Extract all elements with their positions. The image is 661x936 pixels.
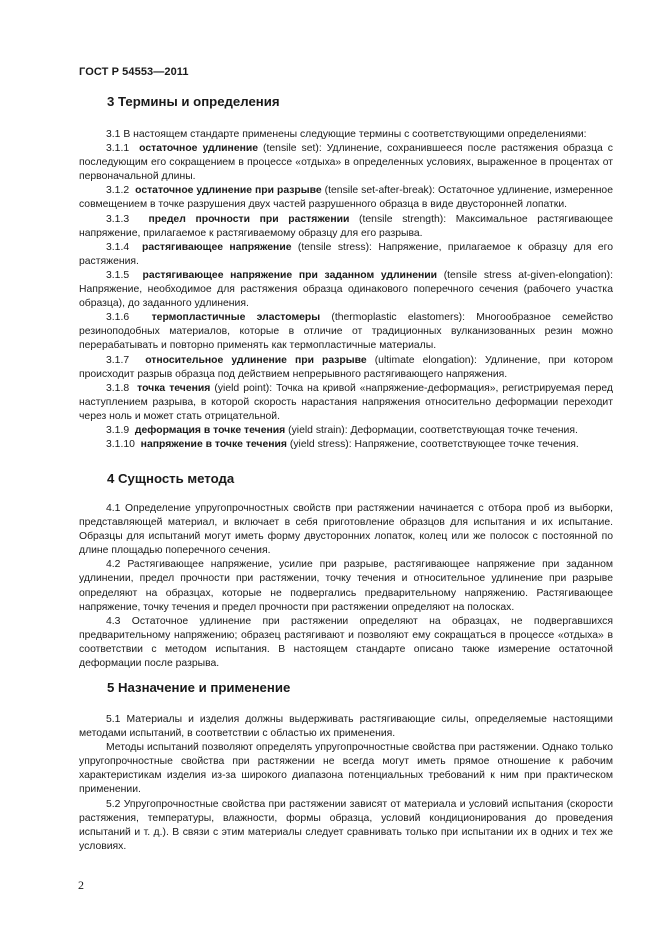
term-definition: (yield point): Точка на кривой «напряжение-деформация», регистрируемая перед наступлением разрыва, в которой скорость нарастания напряжения относительно деформации переходит через ноль и может стать отрицательной.	[79, 382, 613, 422]
term-3-1-7	[79, 354, 613, 382]
term-number: 3.1.4	[106, 241, 130, 253]
term-definition: (yield stress): Напряжение, соответствующее точке течения.	[286, 439, 579, 451]
paragraph-4-3: 4.3 Остаточное удлинение при растяжении определяют на образцах, не подвергавшихся предварительному напряжению; образец растягивают и позволяют ему сокращаться в процессе «отдыха» в соответствии с методом испытания. В настоящем стандарте описано также измерение остаточной деформации после разрыва.	[79, 615, 613, 670]
section-3-body	[79, 128, 613, 452]
term-number: 3.1.7	[106, 354, 130, 366]
term-name: напряжение в точке течения	[140, 439, 287, 451]
term-name: точка течения	[137, 382, 211, 394]
term-number: 3.1.6	[106, 312, 130, 324]
term-number: 3.1.1	[106, 143, 130, 155]
term-number: 3.1.5	[106, 269, 130, 281]
section-5-body	[79, 713, 613, 854]
term-definition: (tensile strength): Максимальное растягивающее напряжение, прилагаемое к растягиваемому образцу для его разрыва.	[79, 213, 613, 239]
term-name: деформация в точке течения	[134, 424, 286, 436]
paragraph-5-2: 5.2 Упругопрочностные свойства при растяжении зависят от материала и условий испытания (скорости растяжения, температуры, влажности, формы образца, условий кондиционирования до проведения испытаний и т. д.). В связи с этим материалы следует сравнивать только при испытании их в одних и тех же условиях.	[79, 798, 613, 852]
term-3-1-10	[79, 438, 613, 452]
term-name: предел прочности при растяжении	[148, 213, 350, 225]
term-3-1-1	[79, 142, 613, 184]
term-3-1-5	[79, 269, 613, 311]
term-name: растягивающее напряжение при заданном удлинении	[142, 269, 438, 281]
term-definition: (tensile set-after-break): Остаточное удлинение, измеренное совмещением в точке разрушения двух частей разрушенного образца в виде двусторонней лопатки.	[79, 185, 613, 211]
term-3-1-8	[79, 382, 613, 424]
term-name: остаточное удлинение при разрыве	[135, 185, 322, 197]
term-3-1-4	[79, 241, 613, 269]
paragraph-3-1: 3.1 В настоящем стандарте применены следующие термины с соответствующими определениями:	[106, 129, 587, 140]
standard-code: ГОСТ Р 54553—2011	[79, 66, 189, 78]
term-name: термопластичные эластомеры	[151, 312, 321, 324]
section-4-heading: 4 Сущность метода	[107, 471, 235, 486]
term-number: 3.1.8	[106, 382, 130, 394]
term-3-1-9	[79, 424, 613, 438]
term-number: 3.1.9	[106, 424, 130, 436]
term-3-1-6	[79, 311, 613, 353]
paragraph-4-2: 4.2 Растягивающее напряжение, усилие при разрыве, растягивающее напряжение при заданном удлинении, предел прочности при растяжении, точку течения и относительное удлинение при разрыве определяют на образцах, которые не подвергались предварительному напряжению. Растягивающее напряжение, точку течения и предел прочности при растяжении определяют на полосках.	[79, 559, 613, 613]
term-number: 3.1.3	[106, 213, 130, 225]
term-definition: (ultimate elongation): Удлинение, при котором происходит разрыв образца под действием непрерывного растягивающего напряжения.	[79, 354, 613, 380]
paragraph-5-1: 5.1 Материалы и изделия должны выдерживать растягивающие силы, определяемые настоящими методами испытаний, в соответствии с областью их применения.	[79, 714, 613, 740]
term-definition: (thermoplastic elastomers): Многообразное семейство резиноподобных материалов, которые в отличие от традиционных вулканизованных резин можно перерабатывать и повторно применять как термопластичные материалы.	[79, 312, 614, 352]
term-definition: (tensile stress): Напряжение, прилагаемое к образцу для его растяжения.	[79, 241, 614, 267]
term-number: 3.1.10	[106, 439, 135, 451]
page-number: 2	[78, 878, 84, 892]
term-name: остаточное удлинение	[139, 143, 259, 155]
section-5-heading: 5 Назначение и применение	[107, 680, 291, 695]
section-3-heading: 3 Термины и определения	[107, 94, 280, 109]
term-name: растягивающее напряжение	[142, 241, 292, 253]
paragraph-4-1: 4.1 Определение упругопрочностных свойств при растяжении начинается с отбора проб из выборки, представляющей материал, и включает в себя приготовление образцов для испытания и их испытание. Образцы для испытаний могут иметь форму двусторонних лопаток, колец или же полосок с постоянной по длине площадью поперечного сечения.	[79, 503, 613, 557]
term-3-1-2	[79, 184, 613, 212]
term-name: относительное удлинение при разрыве	[145, 354, 367, 366]
paragraph-5-1-cont: Методы испытаний позволяют определять упругопрочностные свойства при растяжении. Однако только упругопрочностные свойства при растяжении не всегда могут иметь прямое отношение к рабочим характеристикам изделия из-за широкого диапазона потенциальных требований к ним при практическом применении.	[79, 742, 613, 796]
section-4-body	[79, 502, 613, 671]
term-definition: (yield strain): Деформации, соответствующая точке течения.	[285, 424, 578, 436]
term-number: 3.1.2	[106, 185, 130, 197]
term-definition: (tensile stress at-given-elongation): Напряжение, необходимое для растяжения образца одинакового поперечного сечения (рабочего участка образца), до заданного удлинения.	[79, 269, 613, 310]
term-3-1-3	[79, 213, 613, 241]
term-definition: (tensile set): Удлинение, сохранившееся после растяжения образца с последующим его сокращением в процессе «отдыха» в определенных условиях, выраженное в процентах от первоначальной длины.	[79, 143, 614, 183]
